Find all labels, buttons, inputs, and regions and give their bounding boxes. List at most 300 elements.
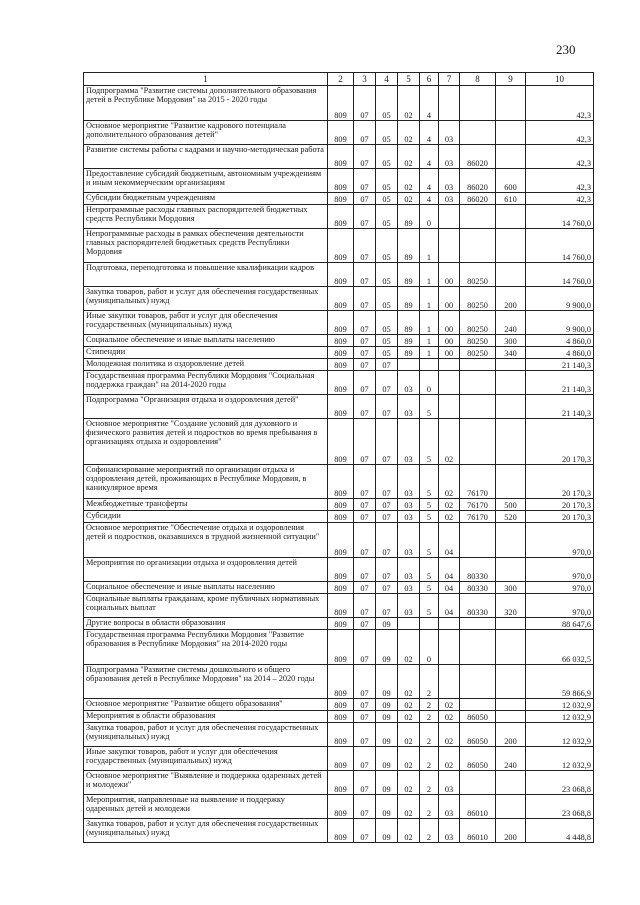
- activity-code: 02: [439, 747, 460, 771]
- expense-direction-code: 86020: [460, 193, 496, 205]
- ministry-code: 809: [328, 145, 354, 169]
- subprogram-code: 5: [420, 523, 439, 558]
- ministry-code: 809: [328, 169, 354, 193]
- activity-code: 03: [439, 193, 460, 205]
- subprogram-code: 0: [420, 371, 439, 395]
- ministry-code: 809: [328, 465, 354, 499]
- subprogram-code: [420, 618, 439, 630]
- ministry-code: 809: [328, 747, 354, 771]
- row-amount: 12 032,9: [526, 747, 594, 771]
- expense-direction-code: 76170: [460, 465, 496, 499]
- row-name: Основное мероприятие "Создание условий для духовного и физического развития детей и подростков во время пребывания в организациях отдыха и оздоровления": [84, 419, 328, 465]
- subsection-code: 05: [376, 86, 398, 121]
- subprogram-code: 2: [420, 771, 439, 795]
- table-row: [84, 699, 594, 711]
- row-name: Молодежная политика и оздоровление детей: [84, 359, 328, 371]
- expense-type-code: [496, 699, 526, 711]
- expense-type-code: 520: [496, 511, 526, 523]
- expense-type-code: 610: [496, 193, 526, 205]
- activity-code: [439, 205, 460, 229]
- subsection-code: 05: [376, 311, 398, 335]
- program-code: 89: [398, 311, 420, 335]
- row-name: Непрограммные расходы в рамках обеспечения деятельности главных распорядителей бюджетных средств Республики Мордовия: [84, 229, 328, 263]
- expense-type-code: [496, 795, 526, 819]
- program-code: 03: [398, 395, 420, 419]
- expense-type-code: 320: [496, 594, 526, 618]
- program-code: 03: [398, 582, 420, 594]
- ministry-code: 809: [328, 723, 354, 747]
- page-number: 230: [556, 42, 576, 57]
- row-name: Стипендии: [84, 347, 328, 359]
- program-code: [398, 359, 420, 371]
- subprogram-code: 4: [420, 169, 439, 193]
- row-name: Подпрограмма "Организация отдыха и оздоровления детей": [84, 395, 328, 419]
- ministry-code: 809: [328, 419, 354, 465]
- expense-type-code: [496, 771, 526, 795]
- program-code: 89: [398, 335, 420, 347]
- table-row: [84, 618, 594, 630]
- row-name: Подпрограмма "Развитие системы дошкольного и общего образования детей в Республике Мордовия" на 2014 – 2020 годы: [84, 665, 328, 699]
- expense-direction-code: 80250: [460, 335, 496, 347]
- subprogram-code: 0: [420, 630, 439, 665]
- subprogram-code: 1: [420, 263, 439, 287]
- table-row: [84, 630, 594, 665]
- subprogram-code: 1: [420, 311, 439, 335]
- ministry-code: 809: [328, 287, 354, 311]
- table-row: [84, 145, 594, 169]
- table-row: [84, 121, 594, 145]
- ministry-code: 809: [328, 229, 354, 263]
- row-amount: 88 647,6: [526, 618, 594, 630]
- program-code: 03: [398, 594, 420, 618]
- expense-direction-code: 86050: [460, 747, 496, 771]
- section-code: 07: [354, 594, 376, 618]
- expense-direction-code: [460, 359, 496, 371]
- program-code: 02: [398, 145, 420, 169]
- activity-code: 00: [439, 263, 460, 287]
- subsection-code: 09: [376, 771, 398, 795]
- section-code: 07: [354, 347, 376, 359]
- row-name: Закупка товаров, работ и услуг для обеспечения государственных (муниципальных) нужд: [84, 819, 328, 843]
- expense-type-code: 300: [496, 582, 526, 594]
- program-code: 03: [398, 523, 420, 558]
- expense-type-code: [496, 711, 526, 723]
- column-header: 5: [398, 73, 420, 86]
- row-amount: 14 760,0: [526, 229, 594, 263]
- subprogram-code: 0: [420, 205, 439, 229]
- expense-type-code: [496, 665, 526, 699]
- subprogram-code: 1: [420, 229, 439, 263]
- row-amount: 20 170,3: [526, 419, 594, 465]
- subprogram-code: 2: [420, 723, 439, 747]
- section-code: 07: [354, 618, 376, 630]
- activity-code: 00: [439, 335, 460, 347]
- table-row: [84, 359, 594, 371]
- subsection-code: 05: [376, 169, 398, 193]
- section-code: 07: [354, 121, 376, 145]
- expense-type-code: [496, 86, 526, 121]
- row-amount: 66 032,5: [526, 630, 594, 665]
- expense-direction-code: 86010: [460, 795, 496, 819]
- activity-code: 03: [439, 121, 460, 145]
- table-row: [84, 594, 594, 618]
- expense-type-code: 300: [496, 335, 526, 347]
- table-row: [84, 169, 594, 193]
- subsection-code: 09: [376, 723, 398, 747]
- row-amount: 23 068,8: [526, 771, 594, 795]
- ministry-code: 809: [328, 819, 354, 843]
- subprogram-code: 1: [420, 287, 439, 311]
- expense-direction-code: [460, 419, 496, 465]
- row-amount: 23 068,8: [526, 795, 594, 819]
- ministry-code: 809: [328, 594, 354, 618]
- subprogram-code: [420, 359, 439, 371]
- expense-direction-code: [460, 523, 496, 558]
- row-amount: 970,0: [526, 594, 594, 618]
- subsection-code: 05: [376, 347, 398, 359]
- row-amount: 20 170,3: [526, 511, 594, 523]
- section-code: 07: [354, 86, 376, 121]
- expense-type-code: 340: [496, 347, 526, 359]
- section-code: 07: [354, 145, 376, 169]
- expense-direction-code: 86020: [460, 145, 496, 169]
- column-header: 4: [376, 73, 398, 86]
- expense-direction-code: 80250: [460, 347, 496, 359]
- subprogram-code: 4: [420, 145, 439, 169]
- table-row: [84, 511, 594, 523]
- program-code: 02: [398, 747, 420, 771]
- row-amount: 42,3: [526, 169, 594, 193]
- activity-code: 02: [439, 699, 460, 711]
- subsection-code: 05: [376, 121, 398, 145]
- row-name: Социальное обеспечение и иные выплаты населению: [84, 335, 328, 347]
- ministry-code: 809: [328, 711, 354, 723]
- program-code: 02: [398, 795, 420, 819]
- section-code: 07: [354, 771, 376, 795]
- row-amount: 4 860,0: [526, 347, 594, 359]
- activity-code: 02: [439, 419, 460, 465]
- subprogram-code: 5: [420, 511, 439, 523]
- subprogram-code: 2: [420, 699, 439, 711]
- row-amount: 9 900,0: [526, 311, 594, 335]
- row-amount: 970,0: [526, 582, 594, 594]
- activity-code: [439, 630, 460, 665]
- subprogram-code: 4: [420, 86, 439, 121]
- activity-code: 04: [439, 582, 460, 594]
- table-row: [84, 582, 594, 594]
- subsection-code: 09: [376, 618, 398, 630]
- table-row: [84, 86, 594, 121]
- subprogram-code: 2: [420, 665, 439, 699]
- subprogram-code: 2: [420, 711, 439, 723]
- activity-code: 03: [439, 145, 460, 169]
- table-row: [84, 193, 594, 205]
- ministry-code: 809: [328, 618, 354, 630]
- expense-type-code: [496, 121, 526, 145]
- ministry-code: 809: [328, 205, 354, 229]
- subsection-code: 09: [376, 819, 398, 843]
- program-code: 02: [398, 699, 420, 711]
- subsection-code: 09: [376, 747, 398, 771]
- subprogram-code: 5: [420, 465, 439, 499]
- table-row: [84, 395, 594, 419]
- section-code: 07: [354, 699, 376, 711]
- row-name: Иные закупки товаров, работ и услуг для обеспечения государственных (муниципальных) нужд: [84, 311, 328, 335]
- column-header: 6: [420, 73, 439, 86]
- activity-code: 03: [439, 169, 460, 193]
- row-amount: 12 032,9: [526, 723, 594, 747]
- subsection-code: 05: [376, 263, 398, 287]
- section-code: 07: [354, 395, 376, 419]
- row-amount: 42,3: [526, 145, 594, 169]
- expense-type-code: 240: [496, 311, 526, 335]
- subprogram-code: 2: [420, 747, 439, 771]
- table-row: [84, 263, 594, 287]
- expense-direction-code: [460, 630, 496, 665]
- expense-type-code: [496, 419, 526, 465]
- row-name: Межбюджетные трансферты: [84, 499, 328, 511]
- program-code: 02: [398, 711, 420, 723]
- column-header: 2: [328, 73, 354, 86]
- ministry-code: 809: [328, 359, 354, 371]
- expense-direction-code: [460, 771, 496, 795]
- ministry-code: 809: [328, 523, 354, 558]
- row-amount: 970,0: [526, 558, 594, 582]
- expense-direction-code: 80330: [460, 594, 496, 618]
- expense-type-code: [496, 371, 526, 395]
- expense-type-code: [496, 523, 526, 558]
- expense-direction-code: 76170: [460, 499, 496, 511]
- table-row: [84, 723, 594, 747]
- ministry-code: 809: [328, 121, 354, 145]
- subsection-code: 07: [376, 395, 398, 419]
- program-code: 02: [398, 193, 420, 205]
- row-name: Непрограммные расходы главных распорядителей бюджетных средств Республики Мордовия: [84, 205, 328, 229]
- expense-direction-code: 80250: [460, 263, 496, 287]
- activity-code: 00: [439, 287, 460, 311]
- activity-code: 03: [439, 795, 460, 819]
- section-code: 07: [354, 630, 376, 665]
- column-header: 1: [84, 73, 328, 86]
- program-code: 02: [398, 169, 420, 193]
- table-header-row: [84, 73, 594, 86]
- table-row: [84, 747, 594, 771]
- expense-direction-code: [460, 665, 496, 699]
- row-amount: 14 760,0: [526, 205, 594, 229]
- ministry-code: 809: [328, 371, 354, 395]
- section-code: 07: [354, 795, 376, 819]
- program-code: 89: [398, 263, 420, 287]
- expense-direction-code: [460, 121, 496, 145]
- subprogram-code: 2: [420, 819, 439, 843]
- expense-type-code: [496, 465, 526, 499]
- program-code: 03: [398, 371, 420, 395]
- section-code: 07: [354, 499, 376, 511]
- subsection-code: 05: [376, 287, 398, 311]
- section-code: 07: [354, 371, 376, 395]
- subprogram-code: 5: [420, 594, 439, 618]
- table-row: [84, 419, 594, 465]
- activity-code: [439, 229, 460, 263]
- expense-direction-code: 80250: [460, 287, 496, 311]
- ministry-code: 809: [328, 630, 354, 665]
- row-name: Предоставление субсидий бюджетным, автономным учреждениям и иным некоммерческим организациям: [84, 169, 328, 193]
- ministry-code: 809: [328, 795, 354, 819]
- activity-code: 02: [439, 465, 460, 499]
- table-row: [84, 523, 594, 558]
- expense-type-code: 240: [496, 747, 526, 771]
- section-code: 07: [354, 169, 376, 193]
- activity-code: 02: [439, 723, 460, 747]
- table-row: [84, 371, 594, 395]
- program-code: 89: [398, 347, 420, 359]
- row-name: Подпрограмма "Развитие системы дополнительного образования детей в Республике Мордовия" на 2015 - 2020 годы: [84, 86, 328, 121]
- program-code: 02: [398, 771, 420, 795]
- activity-code: [439, 359, 460, 371]
- activity-code: 02: [439, 711, 460, 723]
- ministry-code: 809: [328, 335, 354, 347]
- table-row: [84, 465, 594, 499]
- section-code: 07: [354, 205, 376, 229]
- subsection-code: 09: [376, 630, 398, 665]
- row-name: Основное мероприятие "Выявление и поддержка одаренных детей и молодежи": [84, 771, 328, 795]
- expense-direction-code: [460, 395, 496, 419]
- row-name: Мероприятия в области образования: [84, 711, 328, 723]
- subsection-code: 07: [376, 465, 398, 499]
- section-code: 07: [354, 819, 376, 843]
- section-code: 07: [354, 523, 376, 558]
- table-row: [84, 287, 594, 311]
- row-amount: 12 032,9: [526, 711, 594, 723]
- table-body: [84, 86, 594, 843]
- expense-direction-code: [460, 86, 496, 121]
- table-row: [84, 711, 594, 723]
- section-code: 07: [354, 747, 376, 771]
- row-amount: 42,3: [526, 193, 594, 205]
- expense-direction-code: 76170: [460, 511, 496, 523]
- row-amount: 42,3: [526, 121, 594, 145]
- subsection-code: 07: [376, 558, 398, 582]
- row-name: Социальные выплаты гражданам, кроме публичных нормативных социальных выплат: [84, 594, 328, 618]
- subprogram-code: 5: [420, 419, 439, 465]
- section-code: 07: [354, 558, 376, 582]
- activity-code: [439, 665, 460, 699]
- program-code: 03: [398, 558, 420, 582]
- row-name: Другие вопросы в области образования: [84, 618, 328, 630]
- subsection-code: 05: [376, 335, 398, 347]
- section-code: 07: [354, 419, 376, 465]
- section-code: 07: [354, 229, 376, 263]
- row-name: Закупка товаров, работ и услуг для обеспечения государственных (муниципальных) нужд: [84, 723, 328, 747]
- activity-code: 00: [439, 311, 460, 335]
- expense-type-code: [496, 558, 526, 582]
- expense-direction-code: [460, 205, 496, 229]
- table-row: [84, 311, 594, 335]
- row-name: Государственная программа Республики Мордовия "Развитие образования в Республике Мордовия" на 2014-2020 годы: [84, 630, 328, 665]
- row-name: Иные закупки товаров, работ и услуг для обеспечения государственных (муниципальных) нужд: [84, 747, 328, 771]
- subprogram-code: 4: [420, 121, 439, 145]
- expense-direction-code: 86010: [460, 819, 496, 843]
- subprogram-code: 1: [420, 347, 439, 359]
- expense-direction-code: [460, 229, 496, 263]
- activity-code: 02: [439, 511, 460, 523]
- program-code: 89: [398, 287, 420, 311]
- row-name: Субсидии бюджетным учреждениям: [84, 193, 328, 205]
- section-code: 07: [354, 193, 376, 205]
- section-code: 07: [354, 335, 376, 347]
- section-code: 07: [354, 582, 376, 594]
- section-code: 07: [354, 665, 376, 699]
- expense-direction-code: 80250: [460, 311, 496, 335]
- expense-type-code: [496, 395, 526, 419]
- subsection-code: 07: [376, 523, 398, 558]
- row-name: Мероприятия, направленные на выявление и поддержку одаренных детей и молодежи: [84, 795, 328, 819]
- subprogram-code: 5: [420, 499, 439, 511]
- row-name: Развитие системы работы с кадрами и научно-методическая работа: [84, 145, 328, 169]
- column-header: 9: [496, 73, 526, 86]
- expense-type-code: [496, 630, 526, 665]
- section-code: 07: [354, 311, 376, 335]
- row-amount: 20 170,3: [526, 499, 594, 511]
- subprogram-code: 4: [420, 193, 439, 205]
- table-row: [84, 558, 594, 582]
- ministry-code: 809: [328, 582, 354, 594]
- row-name: Основное мероприятие "Развитие кадрового потенциала дополнительного образования детей": [84, 121, 328, 145]
- subsection-code: 07: [376, 499, 398, 511]
- table-row: [84, 335, 594, 347]
- row-amount: 4 860,0: [526, 335, 594, 347]
- row-amount: 59 866,9: [526, 665, 594, 699]
- expense-direction-code: [460, 618, 496, 630]
- expense-type-code: 200: [496, 287, 526, 311]
- activity-code: 03: [439, 771, 460, 795]
- expense-direction-code: [460, 699, 496, 711]
- program-code: 02: [398, 630, 420, 665]
- subsection-code: 05: [376, 193, 398, 205]
- row-amount: 20 170,3: [526, 465, 594, 499]
- program-code: 02: [398, 665, 420, 699]
- expense-direction-code: 80330: [460, 558, 496, 582]
- section-code: 07: [354, 723, 376, 747]
- table-row: [84, 229, 594, 263]
- subsection-code: 09: [376, 795, 398, 819]
- subprogram-code: 2: [420, 795, 439, 819]
- subsection-code: 07: [376, 371, 398, 395]
- row-amount: 12 032,9: [526, 699, 594, 711]
- ministry-code: 809: [328, 193, 354, 205]
- row-amount: 21 140,3: [526, 395, 594, 419]
- row-name: Социальное обеспечение и иные выплаты населению: [84, 582, 328, 594]
- expense-type-code: [496, 359, 526, 371]
- section-code: 07: [354, 511, 376, 523]
- subsection-code: 07: [376, 594, 398, 618]
- subprogram-code: 5: [420, 395, 439, 419]
- expense-direction-code: 86020: [460, 169, 496, 193]
- section-code: 07: [354, 359, 376, 371]
- program-code: 03: [398, 419, 420, 465]
- expense-direction-code: [460, 371, 496, 395]
- table-row: [84, 771, 594, 795]
- ministry-code: 809: [328, 665, 354, 699]
- subprogram-code: 1: [420, 335, 439, 347]
- activity-code: 04: [439, 523, 460, 558]
- row-amount: 14 760,0: [526, 263, 594, 287]
- section-code: 07: [354, 465, 376, 499]
- subsection-code: 07: [376, 582, 398, 594]
- program-code: 02: [398, 819, 420, 843]
- activity-code: 04: [439, 594, 460, 618]
- row-name: Софинансирование мероприятий по организации отдыха и оздоровления детей, проживающих в Республике Мордовия, в каникулярное время: [84, 465, 328, 499]
